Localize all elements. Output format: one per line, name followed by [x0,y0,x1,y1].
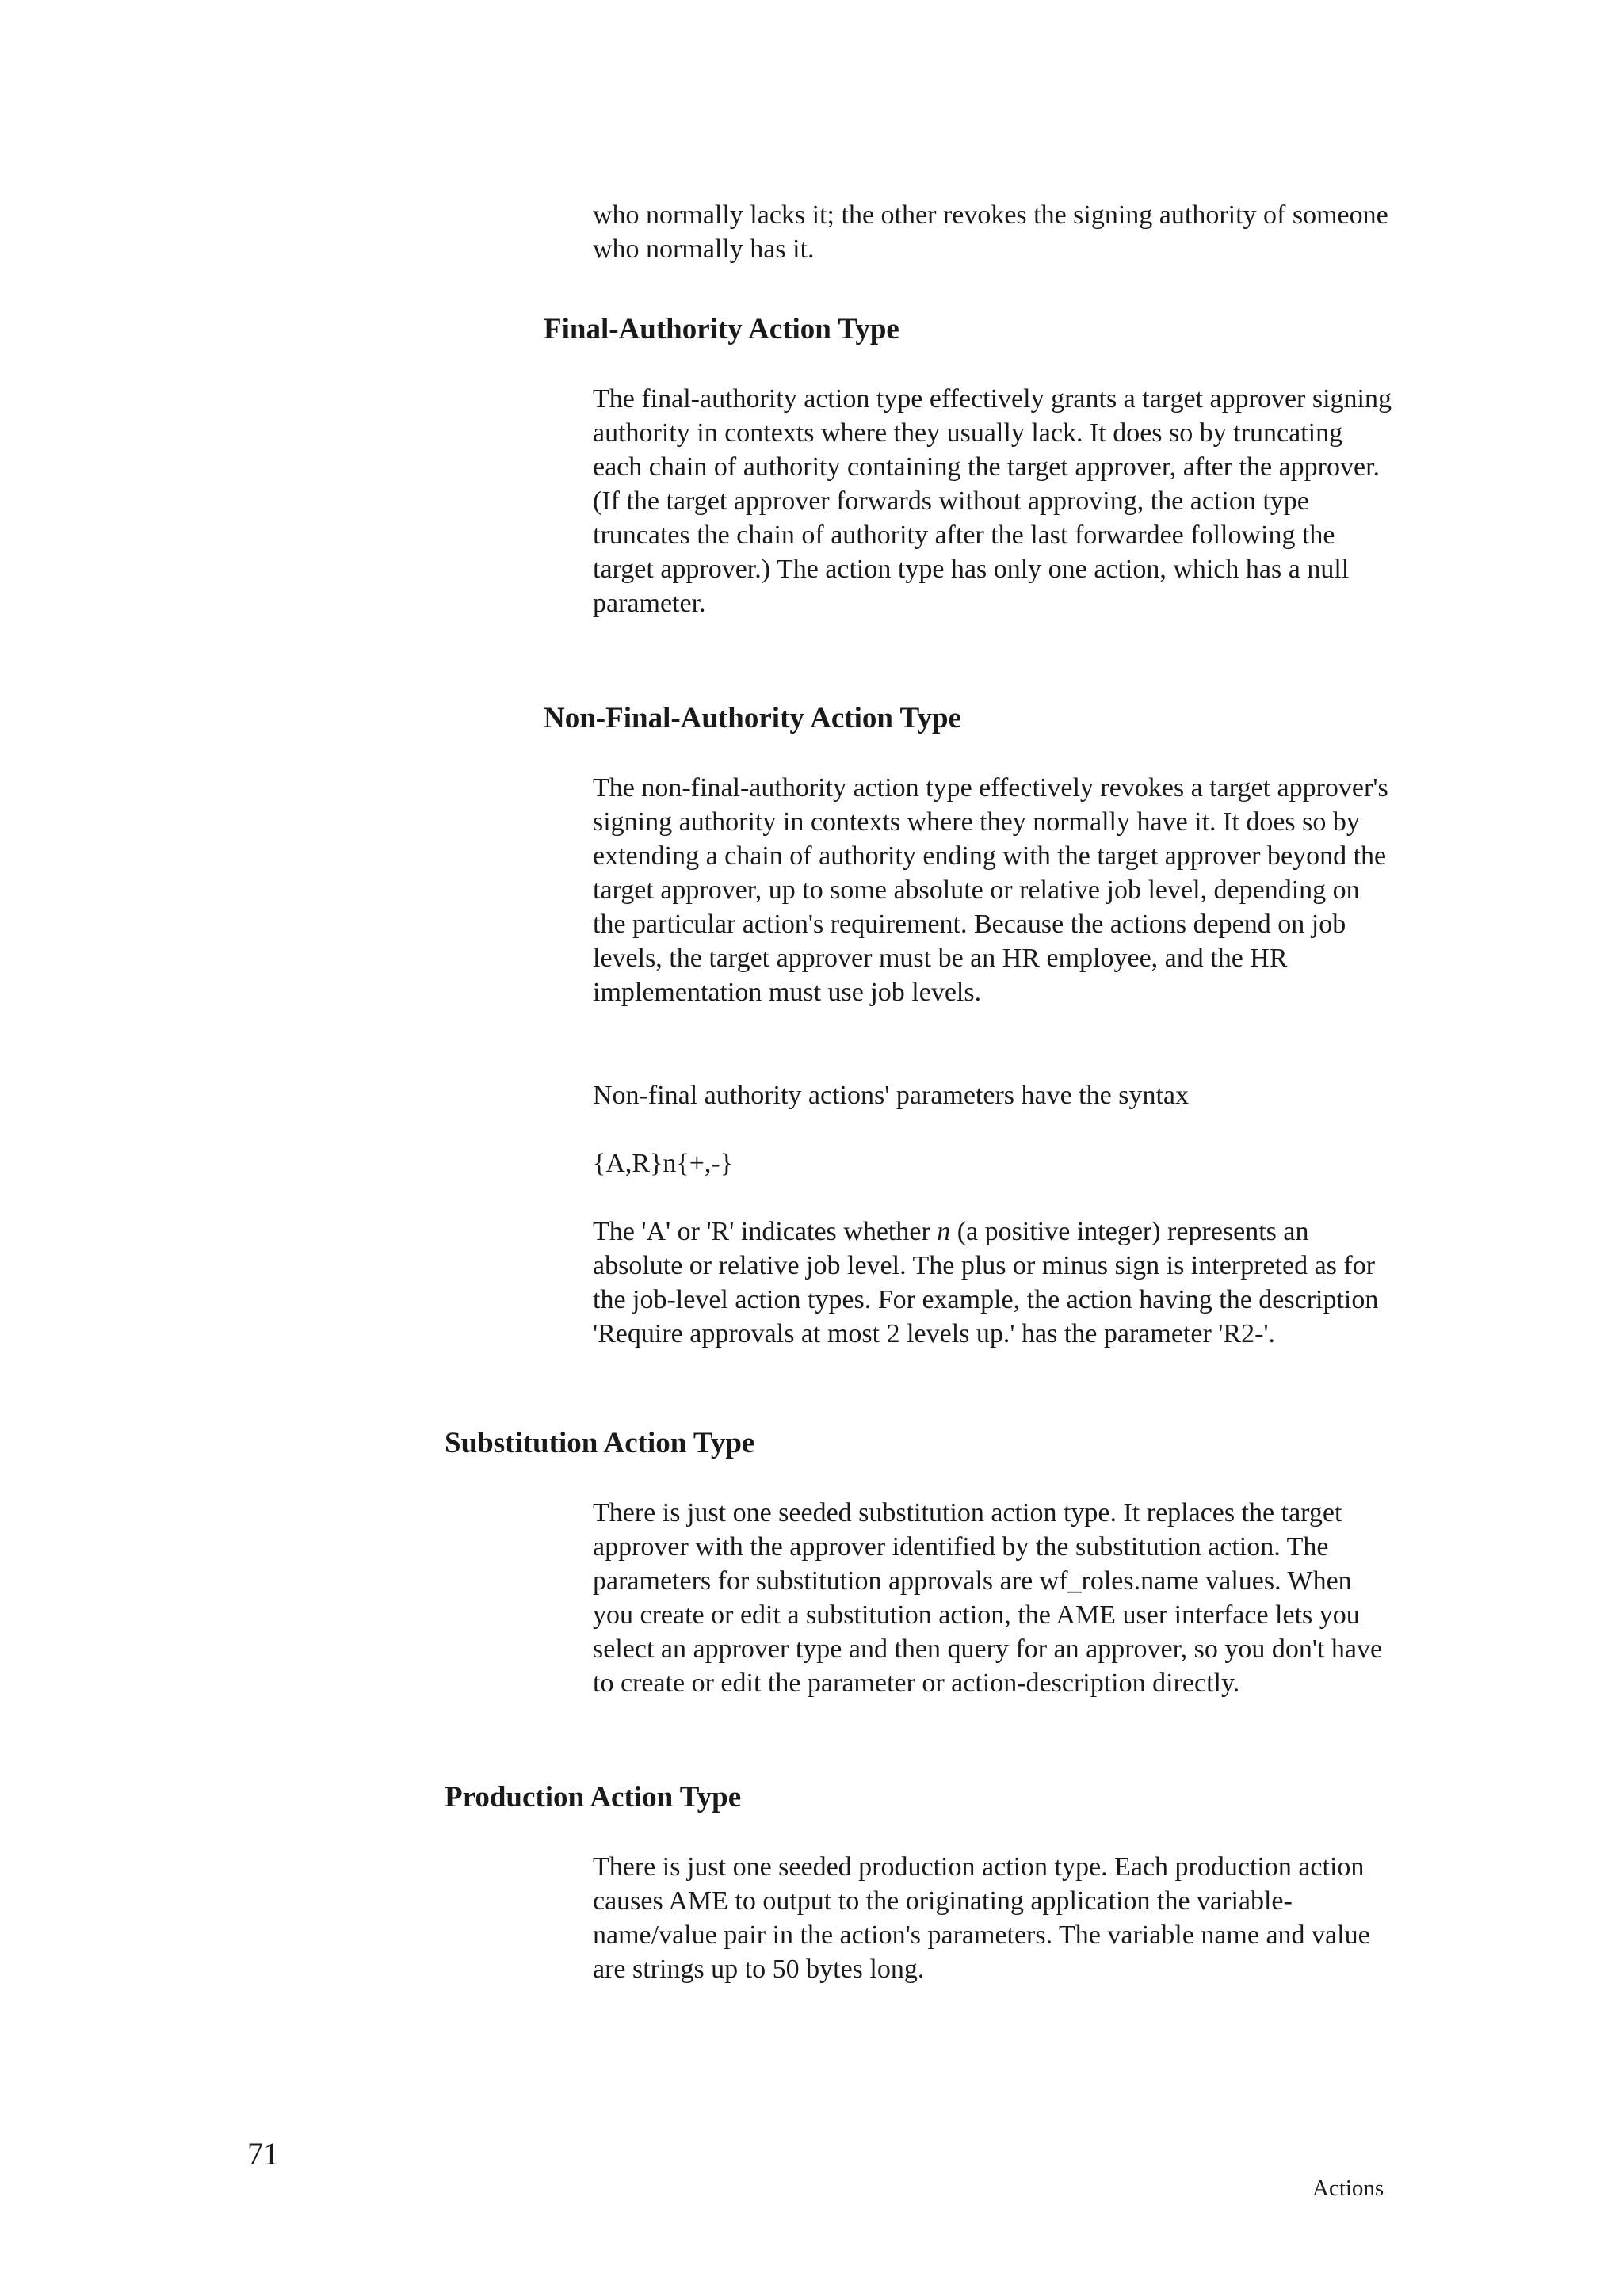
footer-section-label: Actions [1312,2176,1384,2201]
production-heading: Production Action Type [445,1781,742,1814]
syntax-explanation-paragraph [593,1215,1393,1351]
final-authority-paragraph: The final-authority action type effectively grants a target approver signing authority in contexts where they usually lack. It does so by truncating each chain of authority containing the target approver, after the approver. (If the target approver forwards without approving, the action type truncates the chain of authority after the last forwardee following the target approver.) The action type has only one action, which has a null parameter. [593,384,1392,618]
syntax-explanation-part-1: The 'A' or 'R' indicates whether [593,1217,938,1246]
substitution-paragraph: There is just one seeded substitution action type. It replaces the target approver with the approver identified by the substitution action. The parameters for substitution approvals are wf_roles.name values. When you create or edit a substitution action, the AME user interface lets you select an approver type and then query for an approver, so you don't have to create or edit the parameter or action-description directly. [593,1498,1383,1698]
variable-n: n [937,1217,951,1246]
non-final-authority-heading: Non-Final-Authority Action Type [544,702,961,734]
production-paragraph: There is just one seeded production action type. Each production action causes AME to output to the originating application the variable-name/value pair in the action's parameters. The variable name and value are strings up to 50 bytes long. [593,1852,1370,1984]
syntax-line: {A,R}n{+,-} [593,1149,734,1178]
non-final-authority-paragraph: The non-final-authority action type effectively revokes a target approver's signing authority in contexts where they normally have it. It does so by extending a chain of authority ending with the target approver beyond the target approver, up to some absolute or relative job level, depending on the particular action's requirement. Because the actions depend on job levels, the target approver must be an HR employee, and the HR implementation must use job levels. [593,773,1388,1007]
page-number: 71 [247,2136,279,2172]
syntax-intro-paragraph: Non-final authority actions' parameters have the syntax [593,1081,1189,1110]
substitution-heading: Substitution Action Type [445,1427,755,1459]
continuation-paragraph: who normally lacks it; the other revokes the signing authority of someone who normally has it. [593,200,1388,264]
final-authority-heading: Final-Authority Action Type [544,313,899,345]
syntax-explanation-part-2: (a positive integer) represents an absolute or relative job level. The plus or minus sign is interpreted as for the job-level action types. For example, the action having the description 'Require approvals at most 2 levels up.' has the parameter 'R2-'. [593,1217,1379,1348]
